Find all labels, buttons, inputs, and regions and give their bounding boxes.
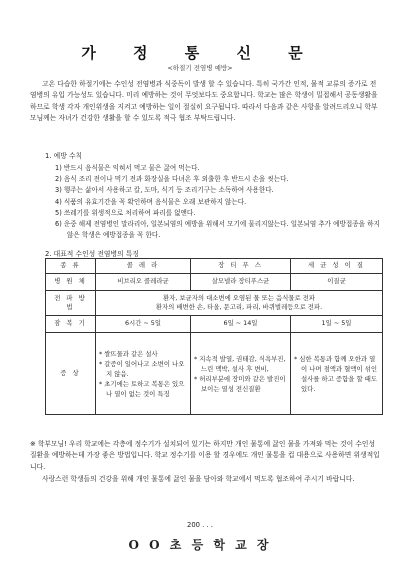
prevention-item: 2) 음식 조리 전이나 먹기 전과 화장실을 다녀온 후 외출한 후 반드시 손을 씻는다. (55, 175, 289, 184)
symptom-cell-cholera (96, 333, 191, 415)
table-cell: 비브리오 콜레라균 (96, 274, 191, 291)
prevention-list (55, 163, 385, 241)
prevention-item: 3) 행주는 삶아서 사용하고 칼, 도마, 식기 등 조리기구는 소독하여 사용한다. (55, 186, 274, 195)
prevention-heading: 1. 예방 수칙 (45, 152, 83, 160)
table-cell: 6시간 ~ 5일 (96, 316, 191, 333)
closing-paragraph: 사랑스런 학생들의 건강을 위해 개인 물통에 끓인 물을 담아와 학교에서 먹도록 협조하여 주시기 바랍니다. (42, 475, 355, 483)
table-row (46, 274, 383, 291)
table-row (46, 333, 383, 415)
row-label-incubation: 잠 복 기 (46, 316, 96, 333)
symptom-cell-typhoid (191, 333, 291, 415)
prevention-item: 4) 식품의 유효기간을 꼭 확인하며 음식물은 오래 보관하지 않는다. (55, 197, 247, 206)
prevention-item: 6) 운중 해제 전염병인 말라리아, 일본뇌염의 예방을 위해서 모기에 물리지않는다. 일본뇌염 추가 예방접종을 하지 않은 학생은 예방접종을 꼭 한다. (55, 220, 380, 240)
row-label-transmission: 전 파 방 법 (46, 291, 96, 316)
symptom-cell-dysentery (291, 333, 383, 415)
table-cell: 1일 ~ 5일 (291, 316, 383, 333)
header-type-label: 종 류 (46, 259, 96, 274)
table-row (46, 291, 383, 316)
row-label-pathogen: 병 원 체 (46, 274, 96, 291)
issue-date: 200 . . . (187, 521, 213, 529)
table-row (46, 316, 383, 333)
notice-paragraph: ※ 학부모님! 우리 학교에는 각층에 정수기가 설치되어 있기는 하지만 개인 물통에 끓인 물을 가져와 먹는 것이 수인성질환을 예방하는데 가장 좋은 방법입니다. 학교 정수기를 이용 할 경우에도 개인 물통을 컵 대용으로 사용하면 위생적입니다. (30, 440, 380, 471)
row-label-symptoms: 증 상 (46, 333, 96, 415)
symptom-item: * 허리부분에 장미와 같은 발진이 보이는 열성 전신질환 (194, 374, 286, 393)
table-cell: 살모넬라 장티푸스균 (191, 274, 291, 291)
header-dysentery: 세 균 성 이 질 (291, 259, 383, 274)
document-title: 가 정 통 신 문 (81, 44, 319, 62)
disease-table (45, 258, 383, 415)
symptom-item: * 초기에는 토하고 복통은 있으나 열이 없는 것이 특징 (99, 379, 185, 398)
intro-paragraph: 고온 다습한 하절기에는 수인성 전염병과 식중독이 발생 할 수 있습니다. 특히 국가간 인적, 물적 교류의 증가로 전염병의 유입 가능성도 있습니다. 미리 예방하는 것이 무엇보다도 중요합니다. 학교는 많은 학생이 밀접해서 공동생활을 하므로 학생 각자 개인위생을 지켜고 예방하는 일이 절실히 요구됩니다. 따라서 다음과 같은 사항을 알려드리오니 학부모님께는 자녀가 건강한 생활을 할 수 있도록 적극 협조 부탁드립니다. (30, 80, 378, 122)
prevention-item: 5) 쓰레기를 위생적으로 처리하여 파리를 없앤다. (55, 208, 196, 217)
prevention-item: 1) 반드시 음식물은 익혀서 먹고 물은 끓여 먹는다. (55, 164, 200, 172)
school-signature: O O 초 등 학 교 장 (128, 538, 272, 552)
document-subtitle: <하절기 전염병 예방> (167, 64, 233, 72)
table-cell: 6일 ~ 14일 (191, 316, 291, 333)
table-cell-transmission: 환자, 보균자의 대소변에 오염된 물 또는 음식물로 전파 환자의 배변한 손, 타올, 문고리, 파리, 바퀴벌레등으로 전파. (96, 291, 383, 316)
header-cholera: 콜 레 라 (96, 259, 191, 274)
header-typhoid: 장 티 푸 스 (191, 259, 291, 274)
table-cell: 이질균 (291, 274, 383, 291)
symptom-item: * 쌀뜨물과 같은 설사 (99, 349, 158, 358)
table-header-row (46, 259, 383, 274)
symptom-item: * 갈증이 일어나고 소변이 나오지 않음. (99, 359, 185, 378)
symptom-item: * 심한 복통과 함께 오한과 열이 나며 점액과 혈액이 섞인 설사를 하고 증함을 할 때도 있다. (294, 354, 378, 393)
table-heading: 2. 대표적 수인성 전염병의 특징 (45, 250, 139, 258)
symptom-item: * 지속적 발열, 권태감, 식욕부진, 느린 맥박, 설사 후 변비, (194, 354, 286, 373)
